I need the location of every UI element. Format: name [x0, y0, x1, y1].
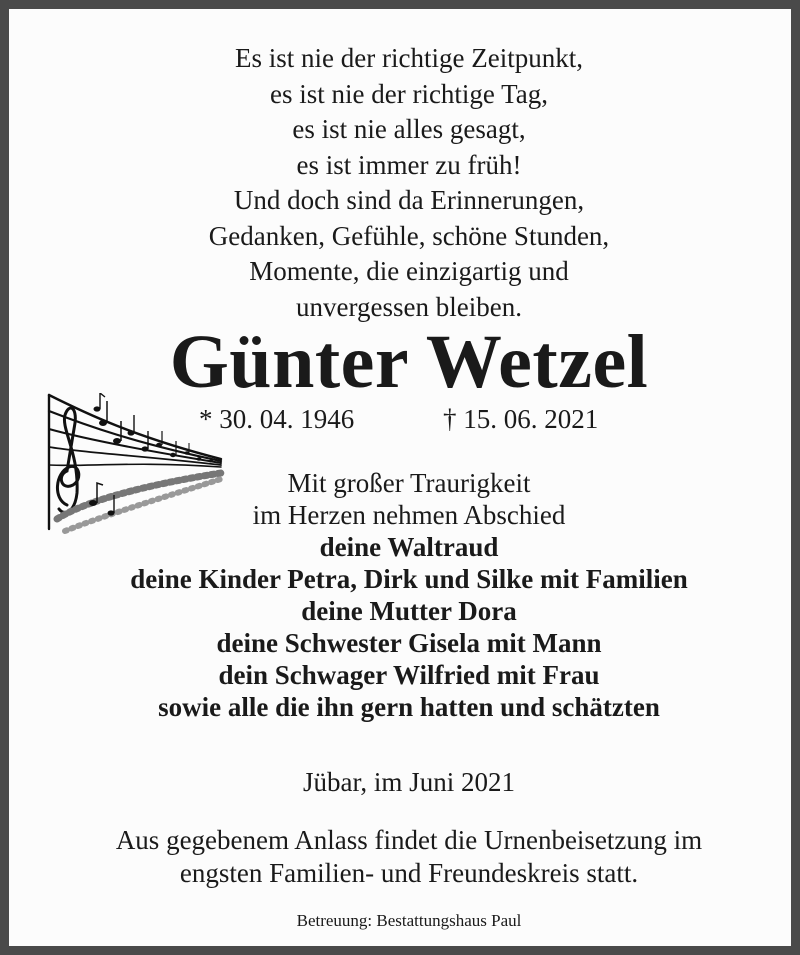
birth-date: * 30. 04. 1946 — [199, 404, 355, 434]
deceased-name: Günter Wetzel — [169, 320, 649, 404]
mourners-block — [9, 467, 800, 723]
notice-line: engsten Familien- und Freundeskreis statt. — [179, 858, 639, 888]
poem-line: es ist nie der richtige Tag, — [269, 78, 549, 109]
poem-line: unvergessen bleiben. — [296, 291, 522, 322]
poem-line: Gedanken, Gefühle, schöne Stunden, — [208, 220, 610, 251]
burial-notice — [9, 824, 800, 890]
mourn-intro-line: Mit großer Traurigkeit — [287, 468, 531, 498]
mourner-name: deine Kinder Petra, Dirk und Silke mit Familien — [130, 564, 688, 594]
funeral-home-credit: Betreuung: Bestattungshaus Paul — [296, 911, 522, 930]
mourner-name: deine Mutter Dora — [301, 596, 517, 626]
mourner-name: sowie alle die ihn gern hatten und schätzten — [158, 692, 660, 722]
place-date: Jübar, im Juni 2021 — [303, 767, 515, 797]
poem-line: es ist nie alles gesagt, — [292, 114, 526, 144]
notice-line: Aus gegebenem Anlass findet die Urnenbeisetzung im — [115, 825, 703, 855]
mourner-name: deine Waltraud — [319, 532, 499, 562]
death-date: † 15. 06. 2021 — [443, 404, 599, 434]
poem-line: Es ist nie der richtige Zeitpunkt, — [235, 43, 583, 73]
poem-line: es ist immer zu früh! — [296, 149, 522, 180]
poem-line: Und doch sind da Erinnerungen, — [233, 185, 585, 215]
poem-line: Momente, die einzigartig und — [249, 256, 569, 286]
poem — [9, 41, 800, 325]
mourner-name: deine Schwester Gisela mit Mann — [216, 628, 602, 658]
mourner-name: dein Schwager Wilfried mit Frau — [218, 660, 600, 690]
mourn-intro-line: im Herzen nehmen Abschied — [252, 500, 566, 530]
